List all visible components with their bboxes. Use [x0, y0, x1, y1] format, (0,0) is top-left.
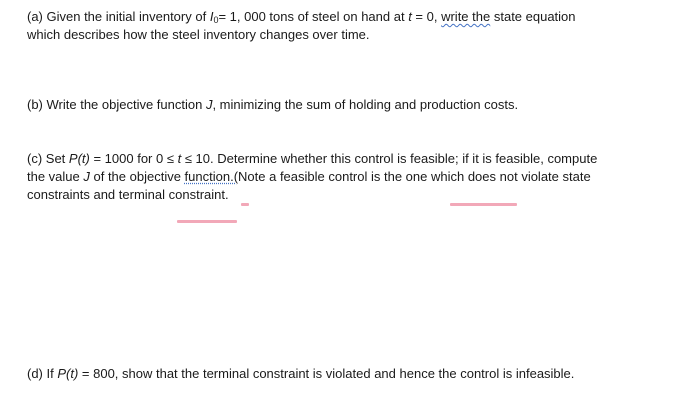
part-b-text-2: , minimizing the sum of holding and production costs.: [212, 97, 519, 112]
grammar-flag-function[interactable]: function.(: [184, 169, 239, 184]
question-part-c: [27, 150, 657, 204]
objective-symbol: J: [205, 97, 213, 112]
control-symbol: P(t): [68, 151, 90, 166]
part-c-text-1: (c) Set: [27, 151, 69, 166]
part-b-text-1: (b) Write the objective function: [27, 97, 206, 112]
part-a-text-3: = 0,: [411, 9, 442, 24]
part-a-line-1: [27, 8, 657, 26]
objective-symbol: J: [83, 169, 90, 184]
highlight-mark-2: [450, 203, 517, 206]
inventory-subscript: 0: [213, 15, 219, 25]
part-a-text-1: (a) Given the initial inventory of: [27, 9, 210, 24]
part-d-text-1: (d) If: [27, 366, 58, 381]
highlight-mark-3: [177, 220, 237, 223]
question-part-d: [27, 365, 657, 383]
part-c-line-2: [27, 168, 657, 186]
part-c-text-5: of the objective: [89, 169, 185, 184]
part-c-line-1: [27, 150, 657, 168]
part-c-text-2: = 1000 for 0 ≤: [89, 151, 178, 166]
part-d-line-1: [27, 365, 657, 383]
part-a-text-2: = 1, 000 tons of steel on hand at: [218, 9, 409, 24]
question-part-a: [27, 8, 657, 44]
part-a-text-4: state equation: [490, 9, 576, 24]
highlight-mark-1: [241, 203, 249, 206]
grammar-flag-write-the[interactable]: write the: [441, 9, 491, 24]
control-symbol: P(t): [57, 366, 79, 381]
part-c-text-6: Note a feasible control is the one which does not violate state: [238, 169, 591, 184]
inventory-symbol: I: [209, 9, 214, 24]
part-c-text-4: the value: [27, 169, 84, 184]
part-d-text-2: = 800, show that the terminal constraint is violated and hence the control is infeasible.: [78, 366, 575, 381]
time-symbol: t: [408, 9, 412, 24]
question-part-b: [27, 96, 657, 114]
part-b-line-1: [27, 96, 657, 114]
part-c-text-3: ≤ 10. Determine whether this control is feasible; if it is feasible, compute: [181, 151, 598, 166]
part-a-line-2: which describes how the steel inventory changes over time.: [27, 27, 370, 42]
time-symbol: t: [177, 151, 182, 166]
part-c-line-3: constraints and terminal constraint.: [27, 187, 229, 202]
